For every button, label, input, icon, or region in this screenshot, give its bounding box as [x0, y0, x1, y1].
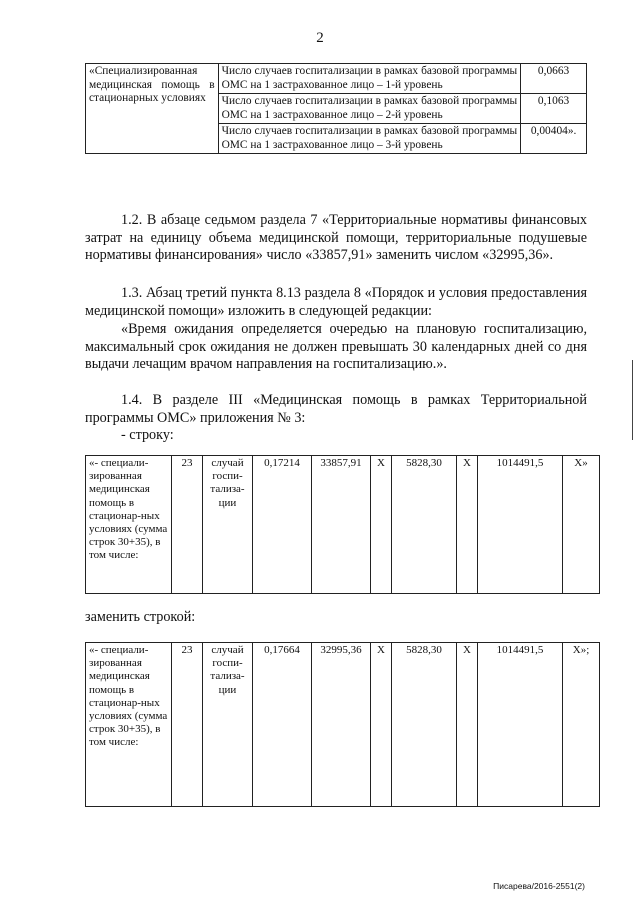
paragraph-1-3: 1.3. Абзац третий пункта 8.13 раздела 8 «Порядок и условия предоставления медицинской помощи» изложить в следующей редакции: — [85, 285, 587, 319]
table-row — [86, 643, 600, 807]
table-cell: 33857,91 — [312, 456, 371, 594]
table-cell: X — [457, 456, 478, 594]
table-cell: X» — [563, 456, 600, 594]
table-cell: X — [371, 456, 392, 594]
table-row — [86, 456, 600, 594]
table-cell: X»; — [563, 643, 600, 807]
indicator-description: Число случаев госпитализации в рамках базовой программы ОМС на 1 застрахованное лицо – 1-й уровень — [218, 64, 521, 94]
old-row-table — [85, 455, 600, 594]
table-cell: 32995,36 — [312, 643, 371, 807]
table-cell: случай госпи-тализа-ции — [203, 456, 253, 594]
table-cell: 1014491,5 — [478, 456, 563, 594]
table-cell: 0,17664 — [253, 643, 312, 807]
page-number: 2 — [316, 30, 324, 46]
table-cell: 5828,30 — [392, 456, 457, 594]
table-cell: 23 — [172, 456, 203, 594]
indicator-value: 0,0663 — [521, 64, 587, 94]
indicator-value: 0,1063 — [521, 94, 587, 124]
indicator-value: 0,00404». — [521, 124, 587, 154]
paragraph-line-label: - строку: — [121, 427, 174, 443]
new-row-table — [85, 642, 600, 807]
table-cell: «- специали-зированная медицинская помощь в стационар-ных условиях (сумма строк 30+35), в том числе: — [86, 456, 172, 594]
paragraph-1-3-quote: «Время ожидания определяется очередью на плановую госпитализацию, максимальный срок ожидания не должен превышать 30 календарных дней со дня выдачи лечащим врачом направления на госпитализацию.». — [85, 321, 587, 373]
table-cell: 1014491,5 — [478, 643, 563, 807]
table-cell: 23 — [172, 643, 203, 807]
indicators-table — [85, 63, 587, 154]
scan-edge-line — [632, 360, 633, 440]
paragraph-1-4: 1.4. В разделе III «Медицинская помощь в рамках Территориальной программы ОМС» приложения № 3: — [85, 392, 587, 426]
indicator-description: Число случаев госпитализации в рамках базовой программы ОМС на 1 застрахованное лицо – 2-й уровень — [218, 94, 521, 124]
table-cell: 5828,30 — [392, 643, 457, 807]
paragraph-1-2: 1.2. В абзаце седьмом раздела 7 «Территориальные нормативы финансовых затрат на единицу объема медицинской помощи, территориальные подушевые нормативы финансирования» число «33857,91» заменить числом «32995,36». — [85, 212, 587, 264]
indicator-description: Число случаев госпитализации в рамках базовой программы ОМС на 1 застрахованное лицо – 3-й уровень — [218, 124, 521, 154]
document-footer-code: Писарева/2016-2551(2) — [493, 881, 585, 891]
table-cell: 0,17214 — [253, 456, 312, 594]
replace-label: заменить строкой: — [85, 609, 196, 625]
table-cell: «- специали-зированная медицинская помощь в стационар-ных условиях (сумма строк 30+35), в том числе: — [86, 643, 172, 807]
table-cell: X — [457, 643, 478, 807]
table-cell: X — [371, 643, 392, 807]
table-cell: случай госпи-тализа-ции — [203, 643, 253, 807]
category-cell: «Специализированная медицинская помощь в стационарных условиях — [86, 64, 219, 154]
table-row — [86, 64, 587, 94]
